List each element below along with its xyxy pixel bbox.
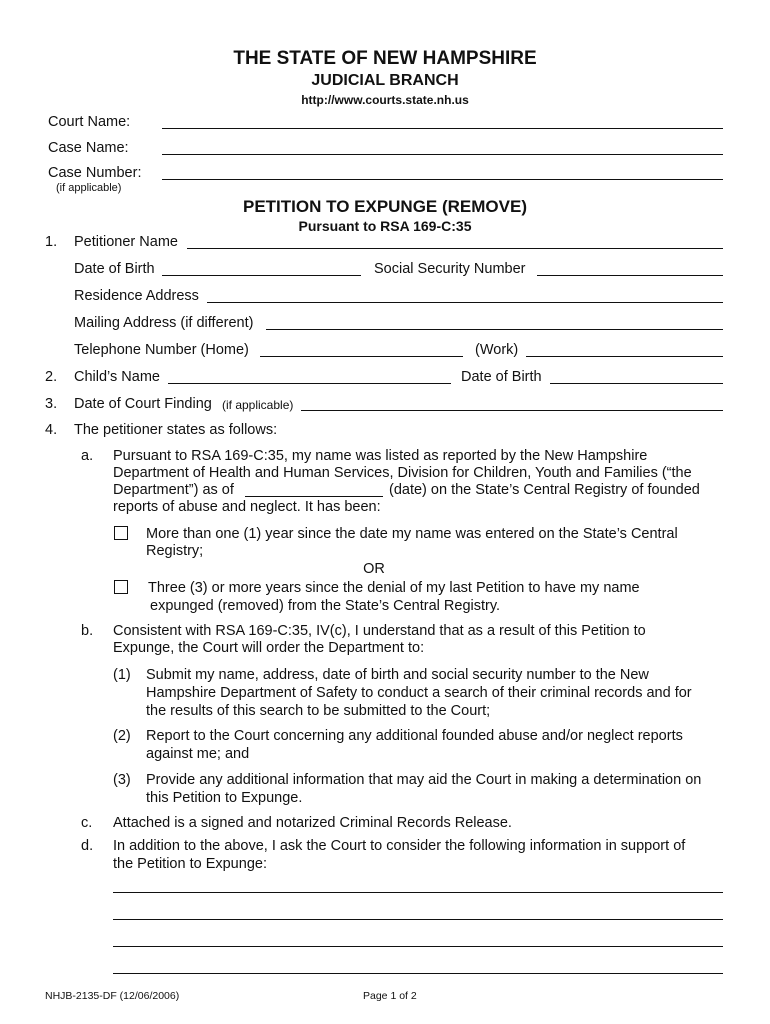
mailing-label: Mailing Address (if different) bbox=[74, 315, 254, 331]
case-name-field[interactable] bbox=[162, 154, 723, 155]
order-1-line-1: Submit my name, address, date of birth and social security number to the New bbox=[146, 667, 649, 683]
court-name-label: Court Name: bbox=[48, 114, 131, 130]
additional-info-line[interactable] bbox=[113, 919, 723, 920]
order-2-line-2: against me; and bbox=[146, 746, 250, 762]
item-number-1: 1. bbox=[45, 234, 58, 250]
order-1-line-3: the results of this search to be submitted to the Court; bbox=[146, 703, 491, 719]
child-name-label: Child’s Name bbox=[74, 369, 160, 385]
dob-label: Date of Birth bbox=[74, 261, 155, 277]
phone-home-field[interactable] bbox=[260, 356, 463, 357]
section-a-line-2: Department of Health and Human Services, Division for Children, Youth and Families (“the bbox=[113, 465, 692, 481]
additional-info-line[interactable] bbox=[113, 946, 723, 947]
phone-home-label: Telephone Number (Home) bbox=[74, 342, 249, 358]
additional-info-line[interactable] bbox=[113, 892, 723, 893]
dob-field[interactable] bbox=[162, 275, 361, 276]
section-a-line-4: reports of abuse and neglect. It has been: bbox=[113, 499, 381, 515]
section-a-marker: a. bbox=[81, 448, 94, 464]
page-number: Page 1 of 2 bbox=[363, 990, 417, 1002]
section-a-line-3b: (date) on the State’s Central Registry of founded bbox=[389, 482, 700, 498]
residence-label: Residence Address bbox=[74, 288, 199, 304]
section-b-marker: b. bbox=[81, 623, 94, 639]
case-name-label: Case Name: bbox=[48, 140, 129, 156]
mailing-field[interactable] bbox=[266, 329, 723, 330]
petitioner-states-label: The petitioner states as follows: bbox=[74, 422, 278, 438]
item-number-2: 2. bbox=[45, 369, 58, 385]
ssn-label: Social Security Number bbox=[374, 261, 526, 277]
state-heading: THE STATE OF NEW HAMPSHIRE bbox=[233, 48, 537, 69]
petition-title: PETITION TO EXPUNGE (REMOVE) bbox=[243, 197, 527, 216]
additional-info-line[interactable] bbox=[113, 973, 723, 974]
court-finding-label: Date of Court Finding bbox=[74, 396, 212, 412]
option-2-line-2: expunged (removed) from the State’s Central Registry. bbox=[150, 598, 501, 614]
case-number-label: Case Number: bbox=[48, 165, 142, 181]
petitioner-name-field[interactable] bbox=[187, 248, 723, 249]
case-number-note: (if applicable) bbox=[56, 182, 122, 194]
section-a-line-1: Pursuant to RSA 169-C:35, my name was listed as reported by the New Hampshire bbox=[113, 448, 648, 464]
order-2-marker: (2) bbox=[113, 728, 131, 744]
section-d-marker: d. bbox=[81, 838, 94, 854]
court-name-field[interactable] bbox=[162, 128, 723, 129]
child-name-field[interactable] bbox=[168, 383, 451, 384]
case-number-field[interactable] bbox=[162, 179, 723, 180]
section-d-line-2: the Petition to Expunge: bbox=[113, 856, 267, 872]
order-1-marker: (1) bbox=[113, 667, 131, 683]
option-one-year-checkbox[interactable] bbox=[114, 526, 128, 540]
court-finding-note: (if applicable) bbox=[222, 398, 294, 412]
section-c-marker: c. bbox=[81, 815, 93, 831]
order-3-line-1: Provide any additional information that may aid the Court in making a determination on bbox=[146, 772, 702, 788]
branch-heading: JUDICIAL BRANCH bbox=[311, 72, 459, 89]
section-c-line-1: Attached is a signed and notarized Criminal Records Release. bbox=[113, 815, 512, 831]
option-1-line-1: More than one (1) year since the date my name was entered on the State’s Central bbox=[146, 526, 678, 542]
section-b-line-1: Consistent with RSA 169-C:35, IV(c), I understand that as a result of this Petition to bbox=[113, 623, 646, 639]
registry-date-field[interactable] bbox=[245, 496, 383, 497]
item-number-4: 4. bbox=[45, 422, 58, 438]
order-1-line-2: Hampshire Department of Safety to conduct a search of their criminal records and for bbox=[146, 685, 692, 701]
ssn-field[interactable] bbox=[537, 275, 723, 276]
option-three-years-checkbox[interactable] bbox=[114, 580, 128, 594]
option-2-line-1: Three (3) or more years since the denial of my last Petition to have my name bbox=[148, 580, 640, 596]
or-separator: OR bbox=[363, 561, 385, 577]
item-number-3: 3. bbox=[45, 396, 58, 412]
form-id: NHJB-2135-DF (12/06/2006) bbox=[45, 990, 180, 1002]
section-a-line-3a: Department”) as of bbox=[113, 482, 234, 498]
section-d-line-1: In addition to the above, I ask the Court to consider the following information in support of bbox=[113, 838, 686, 854]
phone-work-label: (Work) bbox=[475, 342, 519, 358]
court-url: http://www.courts.state.nh.us bbox=[301, 93, 469, 107]
petition-subtitle: Pursuant to RSA 169-C:35 bbox=[298, 218, 472, 234]
child-dob-label: Date of Birth bbox=[461, 369, 542, 385]
order-3-marker: (3) bbox=[113, 772, 131, 788]
order-2-line-1: Report to the Court concerning any additional founded abuse and/or neglect reports bbox=[146, 728, 683, 744]
court-finding-field[interactable] bbox=[301, 410, 723, 411]
order-3-line-2: this Petition to Expunge. bbox=[146, 790, 303, 806]
child-dob-field[interactable] bbox=[550, 383, 723, 384]
option-1-line-2: Registry; bbox=[146, 543, 204, 559]
phone-work-field[interactable] bbox=[526, 356, 723, 357]
residence-field[interactable] bbox=[207, 302, 723, 303]
petitioner-name-label: Petitioner Name bbox=[74, 234, 178, 250]
section-b-line-2: Expunge, the Court will order the Department to: bbox=[113, 640, 425, 656]
